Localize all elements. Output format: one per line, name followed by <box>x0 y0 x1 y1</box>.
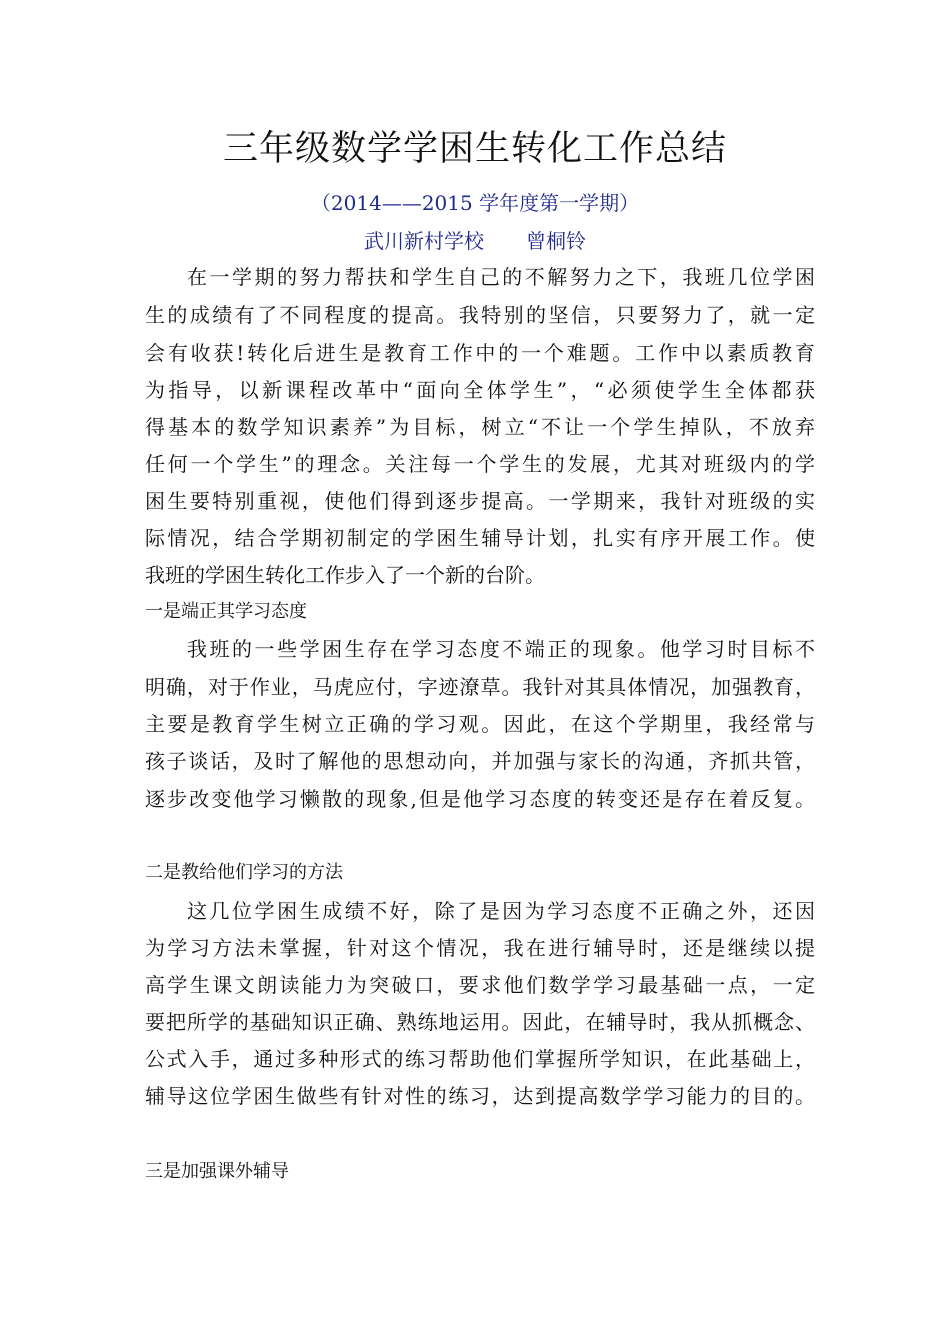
intro-line: 生的成绩有了不同程度的提高。我特别的坚信，只要努力了，就一定 <box>145 303 815 327</box>
author-school: 武川新村学校 <box>364 229 484 253</box>
document-subtitle: （2014——2015 学年度第一学期） <box>310 191 640 215</box>
intro-line: 任何一个学生”的理念。关注每一个学生的发展，尤其对班级内的学 <box>145 452 815 476</box>
section1-line: 明确，对于作业，马虎应付，字迹潦草。我针对其具体情况，加强教育， <box>145 675 815 699</box>
section1-line: 逐步改变他学习懒散的现象,但是他学习态度的转变还是存在着反复。 <box>145 787 815 811</box>
section2-line: 为学习方法未掌握，针对这个情况，我在进行辅导时，还是继续以提 <box>145 936 815 960</box>
intro-line: 为指导，以新课程改革中“面向全体学生”，“必须使学生全体都获 <box>145 378 815 402</box>
section-heading-3: 三是加强课外辅导 <box>145 1161 289 1182</box>
intro-line: 得基本的数学知识素养”为目标，树立“不让一个学生掉队，不放弃 <box>145 415 815 439</box>
intro-line: 在一学期的努力帮扶和学生自己的不解努力之下，我班几位学困 <box>187 265 815 289</box>
intro-line: 会有收获!转化后进生是教育工作中的一个难题。工作中以素质教育 <box>145 341 815 365</box>
section2-line: 这几位学困生成绩不好，除了是因为学习态度不正确之外，还因 <box>187 899 815 923</box>
section-heading-2: 二是教给他们学习的方法 <box>145 862 343 883</box>
section2-line: 公式入手，通过多种形式的练习帮助他们掌握所学知识，在此基础上， <box>145 1047 815 1071</box>
section2-line: 要把所学的基础知识正确、熟练地运用。因此，在辅导时，我从抓概念、 <box>145 1010 815 1034</box>
section2-line: 高学生课文朗读能力为突破口，要求他们数学学习最基础一点，一定 <box>145 973 815 997</box>
section1-line: 孩子谈话，及时了解他的思想动向，并加强与家长的沟通，齐抓共管， <box>145 749 815 773</box>
author-name: 曾桐铃 <box>526 229 586 253</box>
section2-line: 辅导这位学困生做些有针对性的练习，达到提高数学学习能力的目的。 <box>145 1084 815 1108</box>
intro-line: 困生要特别重视，使他们得到逐步提高。一学期来，我针对班级的实 <box>145 489 815 513</box>
section-heading-1: 一是端正其学习态度 <box>145 601 307 622</box>
section1-line: 我班的一些学困生存在学习态度不端正的现象。他学习时目标不 <box>187 637 815 661</box>
intro-line: 我班的学困生转化工作步入了一个新的台阶。 <box>145 563 545 587</box>
author-line <box>0 223 950 259</box>
section1-line: 主要是教育学生树立正确的学习观。因此，在这个学期里，我经常与 <box>145 712 815 736</box>
intro-line: 际情况，结合学期初制定的学困生辅导计划，扎实有序开展工作。使 <box>145 526 815 550</box>
document-title: 三年级数学学困生转化工作总结 <box>222 129 727 169</box>
